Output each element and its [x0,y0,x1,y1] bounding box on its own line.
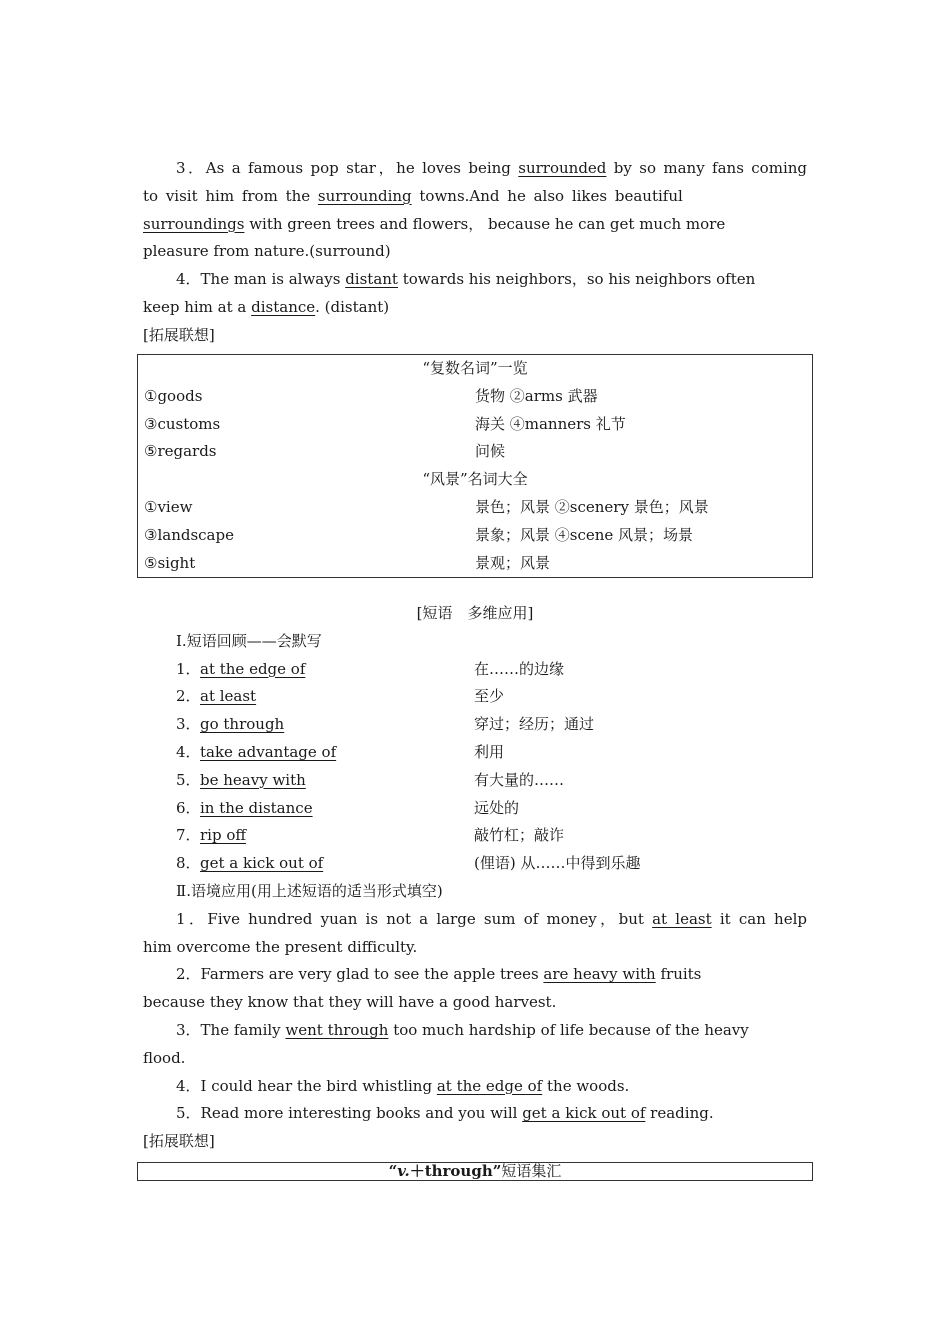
exercise-5: 5．Read more interesting books and you will get a kick out of reading. [176,1104,714,1123]
through-phrase-table [137,1162,813,1181]
phrase-item: 8．get a kick out of (俚语) 从……中得到乐趣 [176,854,641,873]
phrase-item: 1．at the edge of 在……的边缘 [176,659,565,678]
phrase-item: 6．in the distance 远处的 [176,798,520,817]
part2-title: Ⅱ.语境应用(用上述短语的适当形式填空) [176,881,443,900]
table-header-scenery-nouns: “风景”名词大全 [422,470,528,489]
phrase-item: 3．go through 穿过；经历；通过 [176,715,595,734]
phrase-item: 2．at least 至少 [176,687,505,706]
body-text [143,155,807,350]
distant-line-1: 4．The man is always distant towards his neighbors，so his neighbors often [176,270,756,289]
distant-line-2: keep him at a distance. (distant) [143,297,390,316]
answer: at least [652,909,712,928]
table-header-plural-nouns: “复数名词”一览 [422,359,528,377]
table-row: ③customs 海关 ④manners 礼节 [144,414,626,433]
part1-title: Ⅰ.短语回顾——会默写 [176,631,322,650]
phrase-item: 4．take advantage of 利用 [176,742,505,761]
surround-line-2: to visit him from the surrounding towns.And he also likes beautiful [143,186,683,205]
answer: are heavy with [543,965,656,984]
surround-line-4: pleasure from nature.(surround) [143,242,391,261]
exercise-2-line-1: 2．Farmers are very glad to see the apple trees are heavy with fruits [176,965,702,984]
item-number: 3． [176,159,206,177]
exercise-2-line-2: because they know that they will have a good harvest. [143,993,557,1012]
section-title: [短语 多维应用] [416,604,534,622]
answer-surroundings: surroundings [143,214,245,233]
exercise-3-line-1: 3．The family went through too much hardship of life because of the heavy [176,1020,749,1039]
answer: get a kick out of [522,1104,646,1123]
expand-label: [拓展联想] [143,325,215,344]
exercise-1-line-2: him overcome the present difficulty. [143,937,418,956]
table-row: ⑤regards 问候 [144,442,506,461]
answer: went through [285,1020,389,1039]
answer-distance: distance [251,297,316,316]
surround-line-3: surroundings with green trees and flowers， because he can get much more [143,214,726,233]
surround-line-1: 3．As a famous pop star，he loves being surrounded by so many fans coming [176,159,807,177]
answer-surrounding: surrounding [317,186,412,205]
exercise-4: 4．I could hear the bird whistling at the edge of the woods. [176,1076,630,1095]
vocab-table [137,354,813,578]
exercise-3-line-2: flood. [143,1048,186,1067]
table-row: ①goods 货物 ②arms 武器 [144,386,598,405]
table-row: ⑤sight 景观；风景 [144,553,551,572]
answer: at the edge of [436,1076,543,1095]
exercise-1-line-1: 1．Five hundred yuan is not a large sum of money，but at least it can help [176,909,807,928]
item-number: 4． [176,270,201,289]
table-row: ①view 景色；风景 ②scenery 景色；风景 [144,497,709,516]
phrase-section [143,600,807,1156]
answer-distant: distant [345,270,398,289]
phrase-item: 7．rip off 敲竹杠；敲诈 [176,826,565,845]
table-header-through-phrases: “v.＋through”短语集汇 [388,1162,562,1180]
expand-label: [拓展联想] [143,1132,215,1151]
phrase-item: 5．be heavy with 有大量的…… [176,770,565,789]
answer-surrounded: surrounded [518,159,607,177]
table-row: ③landscape 景象；风景 ④scene 风景；场景 [144,525,694,544]
